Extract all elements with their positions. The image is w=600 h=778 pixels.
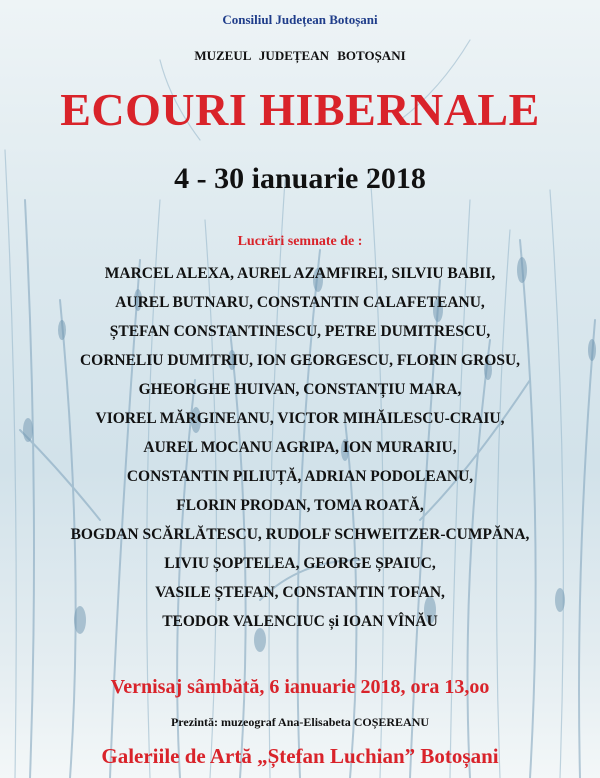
artist-line: GHEORGHE HUIVAN, CONSTANȚIU MARA, bbox=[138, 381, 462, 398]
artist-line: CORNELIU DUMITRIU, ION GEORGESCU, FLORIN GROSU, bbox=[79, 352, 521, 369]
artist-line: FLORIN PRODAN, TOMA ROATĂ, bbox=[176, 497, 424, 514]
artist-line: TEODOR VALENCIUC și IOAN VÎNĂU bbox=[162, 613, 438, 630]
exhibition-dates: 4 - 30 ianuarie 2018 bbox=[174, 162, 426, 195]
museum-name: MUZEUL JUDEȚEAN BOTOȘANI bbox=[194, 48, 406, 63]
opening-info: Vernisaj sâmbătă, 6 ianuarie 2018, ora 13,oo bbox=[110, 676, 490, 698]
artist-line: AUREL MOCANU AGRIPA, ION MURARIU, bbox=[143, 439, 457, 456]
works-signed-by-label: Lucrări semnate de : bbox=[237, 234, 363, 249]
artist-line: VIOREL MĂRGINEANU, VICTOR MIHĂILESCU-CRAIU, bbox=[95, 410, 505, 427]
artist-line: VASILE ȘTEFAN, CONSTANTIN TOFAN, bbox=[155, 584, 445, 601]
artist-line: MARCEL ALEXA, AUREL AZAMFIREI, SILVIU BABII, bbox=[104, 265, 496, 282]
artist-line: CONSTANTIN PILIUȚĂ, ADRIAN PODOLEANU, bbox=[126, 468, 474, 485]
exhibition-title: ECOURI HIBERNALE bbox=[60, 84, 540, 135]
artist-line: BOGDAN SCĂRLĂTESCU, RUDOLF SCHWEITZER-CUMPĂNA, bbox=[70, 526, 530, 543]
artist-list bbox=[0, 259, 600, 636]
gallery-venue: Galeriile de Artă „Ștefan Luchian” Botoșani bbox=[101, 744, 499, 768]
artist-line: ȘTEFAN CONSTANTINESCU, PETRE DUMITRESCU, bbox=[109, 323, 491, 340]
artist-line: AUREL BUTNARU, CONSTANTIN CALAFETEANU, bbox=[115, 294, 485, 311]
presenter-credit: Prezintă: muzeograf Ana-Elisabeta COȘEREANU bbox=[170, 715, 430, 729]
artist-line: LIVIU ȘOPTELEA, GEORGE ȘPAIUC, bbox=[164, 555, 436, 572]
council-name: Consiliul Județean Botoșani bbox=[222, 12, 378, 27]
